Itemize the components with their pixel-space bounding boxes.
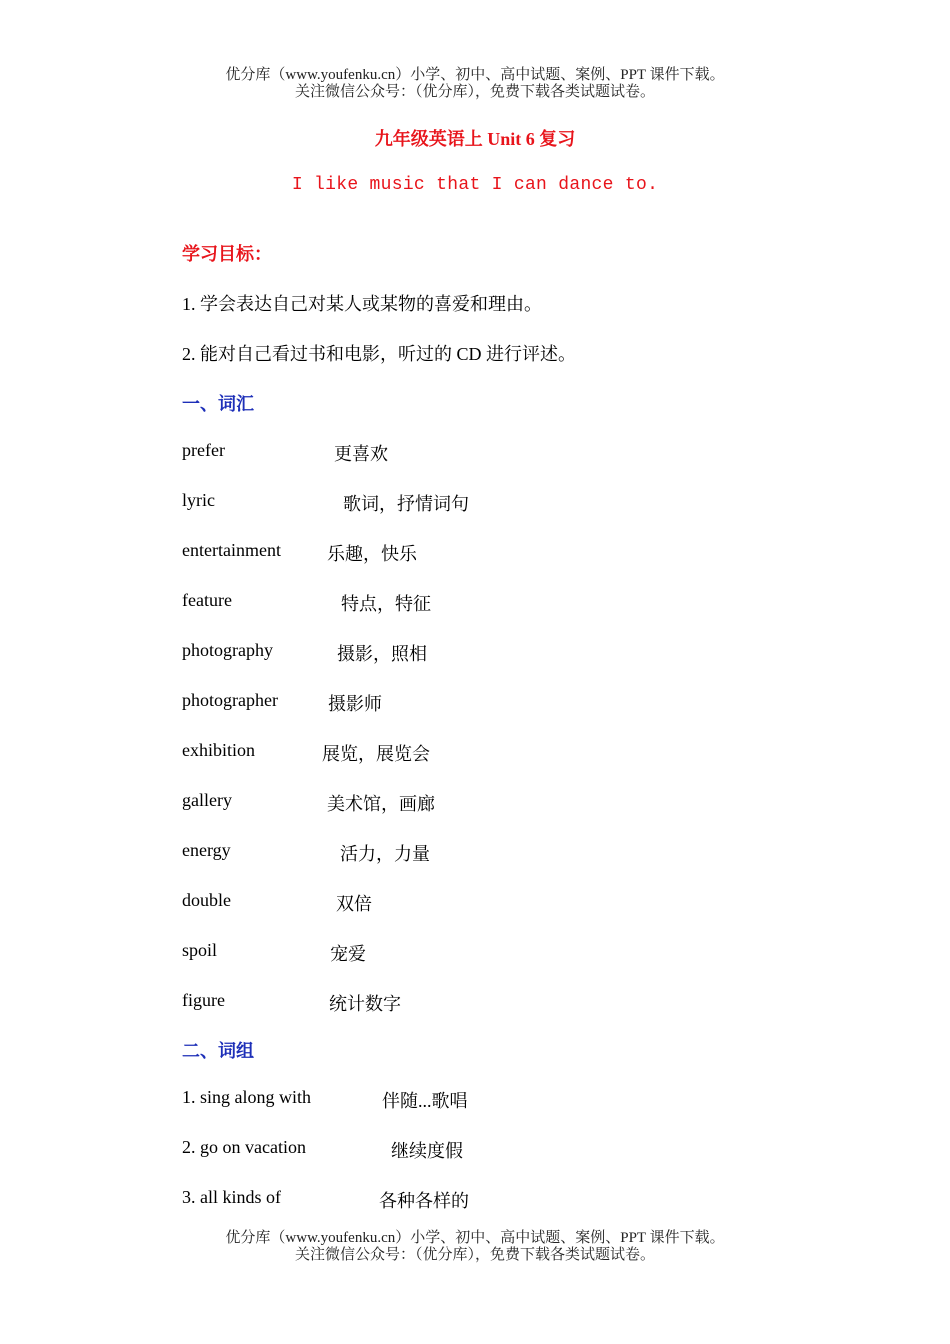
footer-line-1: 优分库（www.youfenku.cn）小学、初中、高中试题、案例、PPT 课件下载。	[225, 1230, 725, 1246]
phrases-heading: 二、词组	[182, 1041, 254, 1061]
vocab-word: exhibition	[182, 740, 255, 760]
vocab-meaning: 歌词，抒情词句	[343, 494, 469, 514]
phrase-text: 2. go on vacation	[182, 1137, 306, 1157]
doc-subtitle: I like music that I can dance to.	[291, 175, 659, 195]
vocab-meaning: 统计数字	[329, 994, 401, 1014]
vocab-word: prefer	[182, 440, 225, 460]
vocab-row	[182, 790, 782, 814]
vocab-meaning: 摄影师	[328, 694, 382, 714]
doc-title: 九年级英语上 Unit 6 复习	[374, 129, 576, 149]
vocab-word: entertainment	[182, 540, 281, 560]
phrase-row	[182, 1087, 782, 1111]
vocab-row	[182, 990, 782, 1014]
phrase-text: 1. sing along with	[182, 1087, 311, 1107]
vocab-meaning: 摄影，照相	[337, 644, 427, 664]
vocab-row	[182, 440, 782, 464]
vocab-word: figure	[182, 990, 225, 1010]
vocab-row	[182, 590, 782, 614]
vocab-meaning: 宠爱	[330, 944, 366, 964]
vocab-meaning: 双倍	[336, 894, 372, 914]
vocab-meaning: 更喜欢	[334, 444, 388, 464]
header-line-1: 优分库（www.youfenku.cn）小学、初中、高中试题、案例、PPT 课件下载。	[225, 67, 725, 83]
vocab-meaning: 美术馆，画廊	[327, 794, 435, 814]
vocab-row	[182, 690, 782, 714]
vocab-word: spoil	[182, 940, 218, 960]
vocab-row	[182, 890, 782, 914]
phrase-meaning: 各种各样的	[379, 1191, 469, 1211]
vocab-word: feature	[182, 590, 232, 610]
vocab-meaning: 活力，力量	[340, 844, 430, 864]
vocab-row	[182, 940, 782, 964]
vocab-word: double	[182, 890, 231, 910]
phrase-row	[182, 1187, 782, 1211]
vocab-row	[182, 740, 782, 764]
page-footer	[0, 1230, 950, 1264]
goal-item-1: 1. 学会表达自己对某人或某物的喜爱和理由。	[182, 294, 542, 314]
vocab-row	[182, 490, 782, 514]
vocab-word: lyric	[182, 490, 215, 510]
footer-line-2: 关注微信公众号：（优分库），免费下载各类试题试卷。	[294, 1247, 655, 1263]
vocab-word: gallery	[182, 790, 232, 810]
header-line-2: 关注微信公众号：（优分库），免费下载各类试题试卷。	[294, 84, 655, 100]
vocab-heading: 一、词汇	[182, 394, 254, 414]
phrase-row	[182, 1137, 782, 1161]
vocab-row	[182, 540, 782, 564]
vocab-meaning: 展览，展览会	[322, 744, 430, 764]
vocab-row	[182, 840, 782, 864]
vocab-meaning: 特点，特征	[341, 594, 431, 614]
phrase-meaning: 继续度假	[391, 1141, 463, 1161]
goal-item-2: 2. 能对自己看过书和电影，听过的 CD 进行评述。	[182, 344, 577, 364]
vocab-word: photographer	[182, 690, 278, 710]
vocab-row	[182, 640, 782, 664]
phrase-text: 3. all kinds of	[182, 1187, 281, 1207]
goals-heading: 学习目标：	[182, 244, 272, 264]
vocab-word: energy	[182, 840, 231, 860]
vocab-meaning: 乐趣，快乐	[327, 544, 417, 564]
page-header	[0, 67, 950, 101]
phrase-meaning: 伴随...歌唱	[382, 1091, 468, 1111]
vocab-word: photography	[182, 640, 273, 660]
